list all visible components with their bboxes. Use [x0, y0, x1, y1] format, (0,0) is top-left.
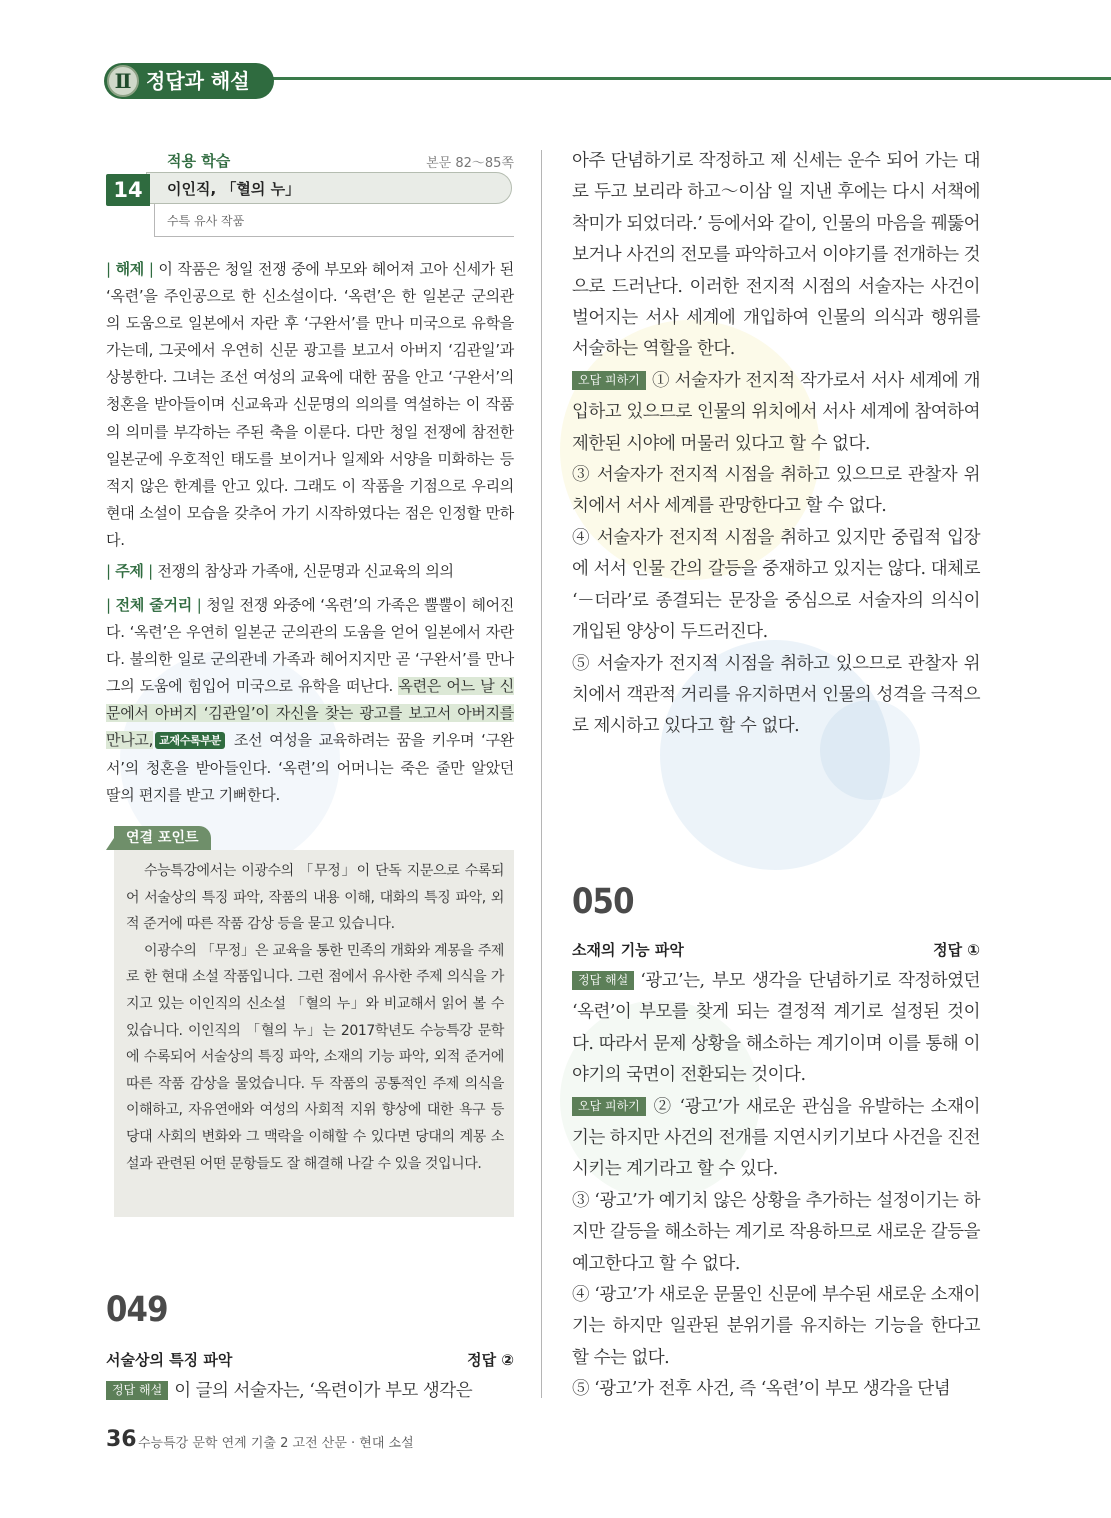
wrong-answer-1: ① 서술자가 전지적 작가로서 서사 세계에 개입하고 있으므로 인물의 위치에서 서사 세계에 참여하여 제한된 시야에 머물러 있다고 할 수 없다. — [572, 370, 980, 454]
answer-explanation-label: 정답 해설 — [106, 1381, 168, 1400]
theme-tag: 주제 — [115, 562, 144, 580]
section-title: 이인직, 「혈의 누」 — [167, 180, 301, 198]
wrong-answer-2: ② ‘광고’가 새로운 관심을 유발하는 소재이기는 하지만 사건의 전개를 지연시키기보다 사건을 진전시키는 계기라고 할 수 있다. — [572, 1096, 980, 1180]
answer-explanation-label: 정답 해설 — [572, 971, 634, 990]
connect-tab-notch — [106, 838, 114, 850]
question-answer: 정답 ② — [467, 1351, 514, 1369]
part-number-badge: Ⅱ — [107, 65, 139, 97]
commentary-text: 이 작품은 청일 전쟁 중에 부모와 헤어져 고아 신세가 된 ‘옥련’을 주인공으로 한 신소설이다. ‘옥련’은 한 일본군 군의관의 도움으로 일본에서 자란 후 ‘구완서’를 만나 미국으로 유학을 가는데, 그곳에서 우연히 신문 광고를 보고서 아버지 ‘김관일’과 상봉한다. 그녀는 조선 여성의 교육에 대한 꿈을 안고 ‘구완서’의 청혼을 받아들이며 신교육과 신문명의 의의를 역설하는 이 작품의 의미를 부각하는 주된 축을 이룬다. 다만 청일 전쟁에 참전한 일본군에 우호적인 태도를 보이거나 일제와 서양을 미화하는 등 적지 않은 한계를 안고 있다. 그래도 이 작품을 기점으로 우리의 현대 소설이 모습을 갖추어 가기 시작하였다는 점은 인정할 만하다. — [106, 260, 515, 549]
section-subtitle: 수특 유사 작품 — [167, 214, 245, 228]
wrong-answer-5: ⑤ ‘광고’가 전후 사건, 즉 ‘옥련’이 부모 생각을 단념 — [572, 1379, 951, 1400]
section-label: 적용 학습 — [167, 152, 231, 170]
question-number: 049 — [106, 1290, 168, 1330]
explanation-continued-text: 아주 단념하기로 작정하고 제 신세는 운수 되어 가는 대로 두고 보리라 하고～이삼 일 지낸 후에는 다시 서책에 착미가 되었더라.’ 등에서와 같이, 인물의 마음을 꿰뚫어 보거나 사건의 전모를 파악하고서 이야기를 전개하는 것으로 드러난다. 이러한 전지적 시점의 서술자는 사건이 벌어지는 서사 세계에 개입하여 인물의 의식과 행위를 서술하는 역할을 한다. — [572, 151, 980, 360]
section-pages: 본문 82～85쪽 — [426, 156, 514, 171]
paragraph-synopsis: | 전체 줄거리 | 청일 전쟁 와중에 ‘옥련’의 가족은 뿔뿔이 헤어진다. ‘옥련’은 우연히 일본군 군의관의 도움을 얻어 일본에서 자란다. 불의한 일로 군의관네 가족과 헤어지지만 곧 ‘구완서’를 만나 그의 도움에 힘입어 미국으로 유학을 떠난다. 옥련은 어느 날 신문에서 아버지 ‘김관일’이 자신을 찾는 광고를 보고서 아버지를 만나고, 교재수록부분 조선 여성을 교육하려는 꿈을 키우며 ‘구완서’의 청혼을 받아들인다. ‘옥련’의 어머니는 죽은 줄만 알았던 딸의 편지를 받고 기뻐한다. — [106, 596, 515, 804]
wrong-answer-label: 오답 피하기 — [572, 371, 646, 390]
wrong-answer-5: ⑤ 서술자가 전지적 시점을 취하고 있으므로 관찰자 위치에서 객관적 거리를 유지하면서 인물의 성격을 극적으로 제시하고 있다고 할 수 없다. — [572, 653, 980, 737]
synopsis-tag: 전체 줄거리 — [115, 596, 192, 614]
synopsis-text-end: 조선 여성을 교육하려는 꿈을 키우며 ‘구완서’의 청혼을 받아들인다. ‘옥련’의 어머니는 죽은 줄만 알았던 딸의 편지를 받고 기뻐한다. — [106, 731, 514, 804]
wrong-answer-3: ③ 서술자가 전지적 시점을 취하고 있으므로 관찰자 위치에서 서사 세계를 관망한다고 할 수 없다. — [572, 465, 980, 517]
explanation-continued — [572, 146, 980, 743]
synopsis-highlight: 옥련은 어느 날 신문에서 아버지 ‘김관일’이 자신을 찾는 광고를 보고서 아버지를 만나고, — [106, 677, 514, 750]
answer-explanation — [106, 1376, 514, 1407]
paragraph-theme: | 주제 | 전쟁의 참상과 가족애, 신문명과 신교육의 의의 — [106, 562, 454, 580]
connect-point-text — [126, 858, 504, 1177]
answer-explanation — [572, 966, 980, 1406]
wrong-answer-label: 오답 피하기 — [572, 1097, 646, 1116]
section-number: 14 — [106, 174, 150, 206]
wrong-answer-3: ③ ‘광고’가 예기치 않은 상황을 추가하는 설정이기는 하지만 갈등을 해소하는 계기로 작용하므로 새로운 갈등을 예고한다고 할 수 없다. — [572, 1190, 980, 1274]
section-underline — [154, 236, 514, 237]
connect-paragraph: 수능특강에서는 이광수의 「무정」이 단독 지문으로 수록되어 서술상의 특징 파악, 작품의 내용 이해, 대화의 특징 파악, 외적 준거에 따른 작품 감상 등을 묻고 있습니다. — [126, 863, 504, 933]
header-title: 정답과 해설 — [146, 69, 250, 93]
commentary-tag: 해제 — [115, 260, 144, 278]
answer-explanation-text: ‘광고’는, 부모 생각을 단념하기로 작정하였던 ‘옥련’이 부모를 찾게 되는 결정적 계기로 설정된 것이다. 따라서 문제 상황을 해소하는 계기이며 이를 통해 이야기의 국면이 전환되는 것이다. — [572, 971, 980, 1086]
question-heading: 서술상의 특징 파악 — [106, 1351, 233, 1369]
answer-explanation-text: 이 글의 서술자는, ‘옥련이가 부모 생각은 — [174, 1381, 473, 1401]
connect-paragraph: 이광수의 「무정」은 교육을 통한 민족의 개화와 계몽을 주제로 한 현대 소설 작품입니다. 그런 점에서 유사한 주제 의식을 가지고 있는 이인직의 신소설 「혈의 누」와 비교해서 읽어 볼 수 있습니다. 이인직의 「혈의 누」는 2017학년도 수능특강 문학에 수록되어 서술상의 특징 파악, 소재의 기능 파악, 외적 준거에 따른 작품 감상을 물었습니다. 두 작품의 공통적인 주제 의식을 이해하고, 자유연애와 여성의 사회적 지위 향상에 대한 욕구 등 당대 사회의 변화와 그 맥락을 이해할 수 있다면 당대의 계몽 소설과 관련된 어떤 문항들도 잘 해결해 나갈 수 있을 것입니다. — [126, 942, 504, 1172]
paragraph-commentary: | 해제 | 이 작품은 청일 전쟁 중에 부모와 헤어져 고아 신세가 된 ‘옥련’을 주인공으로 한 신소설이다. ‘옥련’은 한 일본군 군의관의 도움으로 일본에서 자란 후 ‘구완서’를 만나 미국으로 유학을 가는데, 그곳에서 우연히 신문 광고를 보고서 아버지 ‘김관일’과 상봉한다. 그녀는 조선 여성의 교육에 대한 꿈을 안고 ‘구완서’의 청혼을 받아들이며 신교육과 신문명의 의의를 역설하는 이 작품의 의미를 부각하는 주된 축을 이룬다. 다만 청일 전쟁에 참전한 일본군에 우호적인 태도를 보이거나 일제와 서양을 미화하는 등 적지 않은 한계를 안고 있다. 그래도 이 작품을 기점으로 우리의 현대 소설이 모습을 갖추어 가기 시작하였다는 점은 인정할 만하다. — [106, 260, 515, 549]
section-bracket — [154, 204, 155, 236]
theme-text: 전쟁의 참상과 가족애, 신문명과 신교육의 의의 — [157, 562, 454, 580]
header-rule — [268, 77, 1111, 80]
synopsis-text: 청일 전쟁 와중에 ‘옥련’의 가족은 뿔뿔이 헤어진다. ‘옥련’은 우연히 일본군 군의관의 도움을 얻어 일본에서 자란다. 불의한 일로 군의관네 가족과 헤어지지만 곧 ‘구완서’를 만나 그의 도움에 힘입어 미국으로 유학을 떠난다. — [106, 596, 515, 696]
connect-point-tab: 연결 포인트 — [114, 826, 211, 850]
wrong-answer-4: ④ ‘광고’가 새로운 문물인 신문에 부수된 새로운 소재이기는 하지만 일관된 분위기를 유지하는 기능을 한다고 할 수는 없다. — [572, 1285, 980, 1368]
wrong-answer-4: ④ 서술자가 전지적 시점을 취하고 있지만 중립적 입장에 서서 인물 간의 갈등을 중재하고 있지는 않다. 대체로 ‘－더라’로 종결되는 문장을 중심으로 서술자의 의식이 개입된 양상이 두드러진다. — [572, 527, 980, 643]
question-answer: 정답 ① — [933, 941, 980, 959]
question-number: 050 — [572, 882, 634, 922]
question-heading: 소재의 기능 파악 — [572, 941, 684, 959]
page-number: 36 — [106, 1427, 137, 1452]
footer-text: 수능특강 문학 연계 기출 2 고전 산문 · 현대 소설 — [138, 1436, 414, 1451]
column-divider — [541, 150, 542, 1398]
textbook-stamp: 교재수록부분 — [155, 732, 225, 749]
